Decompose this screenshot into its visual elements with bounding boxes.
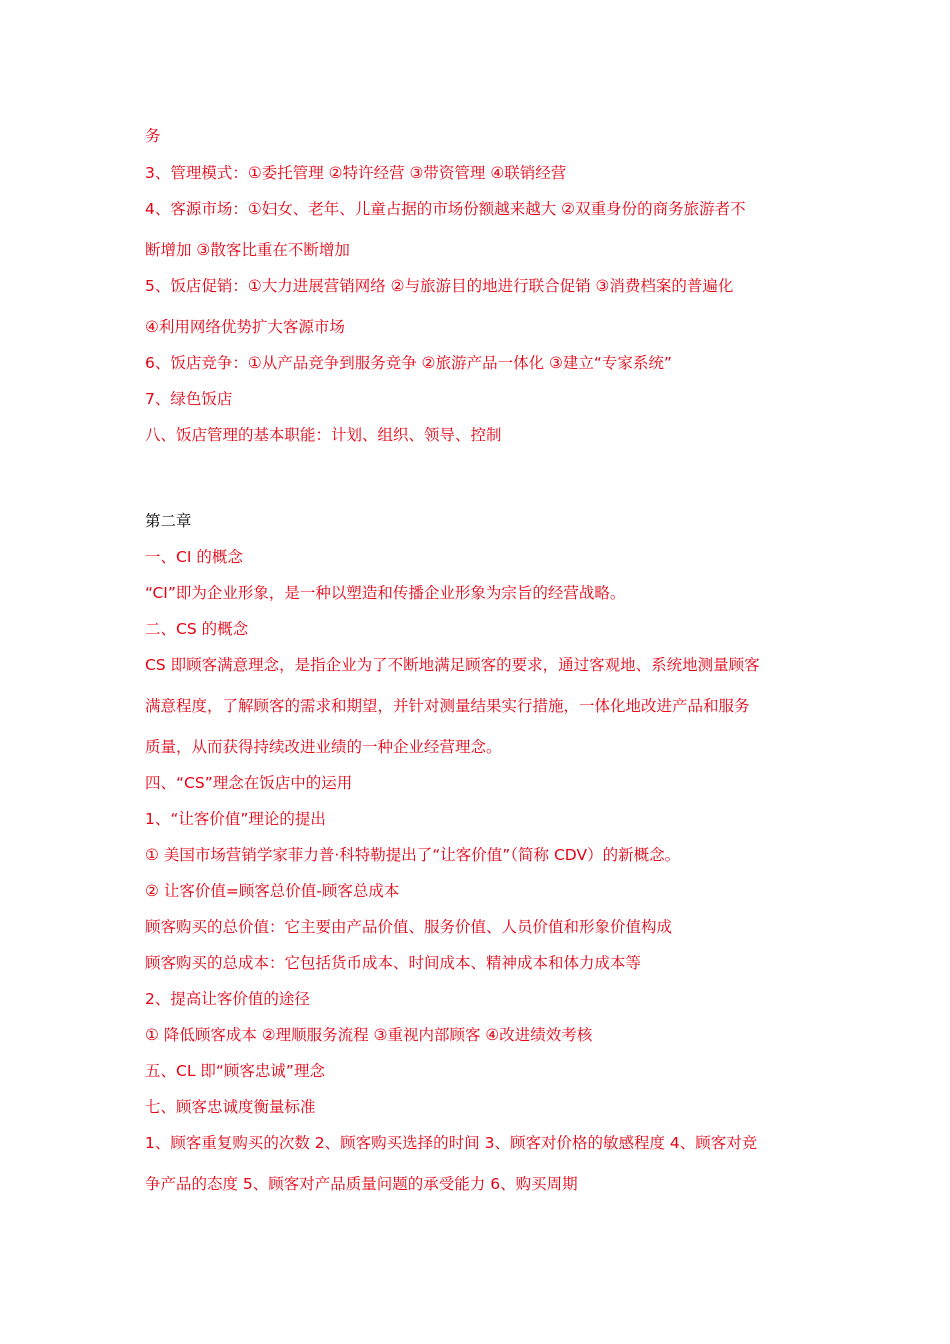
- text-line: 八、饭店管理的基本职能：计划、组织、领导、控制: [145, 426, 502, 444]
- text-line: 质量，从而获得持续改进业绩的一种企业经营理念。: [145, 738, 502, 756]
- text-line: ④利用网络优势扩大客源市场: [145, 318, 345, 336]
- text-line: 2、提高让客价值的途径: [145, 990, 310, 1008]
- section-heading: 二、CS 的概念: [145, 620, 249, 638]
- section-heading: 四、“CS”理念在饭店中的运用: [145, 774, 353, 792]
- text-line: 争产品的态度 5、顾客对产品质量问题的承受能力 6、购买周期: [145, 1175, 578, 1193]
- text-line: ① 美国市场营销学家菲力普·科特勒提出了“让客价值”（简称 CDV）的新概念。: [145, 846, 681, 864]
- text-line: ② 让客价值=顾客总价值-顾客总成本: [145, 882, 400, 900]
- text-line: “CI”即为企业形象，是一种以塑造和传播企业形象为宗旨的经营战略。: [145, 584, 626, 602]
- text-line: 顾客购买的总成本：它包括货币成本、时间成本、精神成本和体力成本等: [145, 954, 642, 972]
- text-line: 断增加 ③散客比重在不断增加: [145, 241, 350, 259]
- text-line: 5、饭店促销：①大力进展营销网络 ②与旅游目的地进行联合促销 ③消费档案的普遍化: [145, 277, 734, 295]
- text-line: 7、绿色饭店: [145, 390, 233, 408]
- chapter-heading: 第二章: [145, 512, 192, 530]
- text-line: 1、“让客价值”理论的提出: [145, 810, 326, 828]
- section-heading: 五、CL 即“顾客忠诚”理念: [145, 1062, 325, 1080]
- text-line: 1、顾客重复购买的次数 2、顾客购买选择的时间 3、顾客对价格的敏感程度 4、顾客对竞: [145, 1134, 758, 1152]
- text-line: 顾客购买的总价值：它主要由产品价值、服务价值、人员价值和形象价值构成: [145, 918, 673, 936]
- text-line: 满意程度，了解顾客的需求和期望，并针对测量结果实行措施，一体化地改进产品和服务: [145, 697, 750, 715]
- text-line: 4、客源市场：①妇女、老年、儿童占据的市场份额越来越大 ②双重身份的商务旅游者不: [145, 200, 746, 218]
- text-line: ① 降低顾客成本 ②理顺服务流程 ③重视内部顾客 ④改进绩效考核: [145, 1026, 593, 1044]
- section-heading: 一、CI 的概念: [145, 548, 243, 566]
- text-line: 6、饭店竞争：①从产品竞争到服务竞争 ②旅游产品一体化 ③建立“专家系统”: [145, 354, 672, 372]
- text-line: 务: [145, 127, 161, 145]
- text-line: CS 即顾客满意理念，是指企业为了不断地满足顾客的要求，通过客观地、系统地测量顾客: [145, 656, 760, 674]
- text-line: 3、管理模式：①委托管理 ②特许经营 ③带资管理 ④联销经营: [145, 164, 567, 182]
- section-heading: 七、顾客忠诚度衡量标准: [145, 1098, 316, 1116]
